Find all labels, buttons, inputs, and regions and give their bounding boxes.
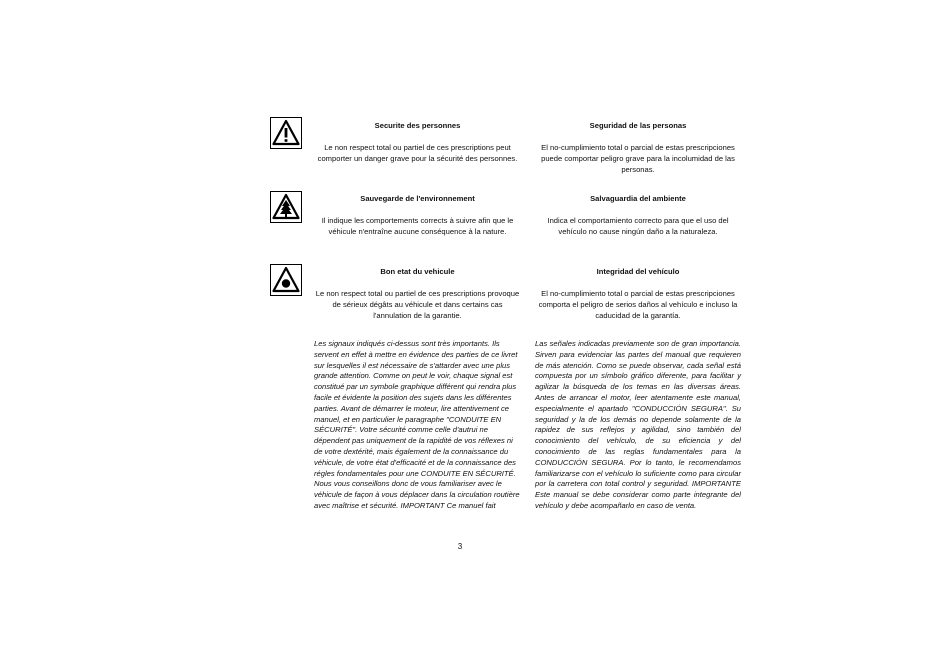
section-body: Le non respect total ou partiel de ces prescriptions provoque de sérieux dégâts au véhicule et dans certains cas l'annulation de la garantie. <box>315 289 520 320</box>
warning-triangle-icon <box>270 117 302 149</box>
environment-tree-icon <box>270 191 302 223</box>
section-body: Indica el comportamiento correcto para que el uso del vehículo no cause ningún daño a la naturaleza. <box>547 216 729 236</box>
section-body: El no-cumplimiento total o parcial de estas prescripciones comporta el peligro de serios daños al vehículo e incluso la caducidad de la garantía. <box>538 289 738 320</box>
section-body: Le non respect total ou partiel de ces prescriptions peut comporter un danger grave pour la sécurité des personnes. <box>317 143 518 163</box>
page-number: 3 <box>457 542 463 551</box>
intro-paragraph-es: Las señales indicadas previamente son de gran importancia. Sirven para evidenciar las partes del manual que requieren de más atención. Como se puede observar, cada señal está compuesta por un símbolo gráfico diferente, para facilitar y agilizar la búsqueda de los temas en las diversas áreas. Antes de arrancar el motor, leer atentamente este manual, especialmente el apartado "CONDUCCIÓN SEGURA". Su seguridad y la de los demás no depende solamente de la rapidez de sus reflejos y agilidad, sino también del conocimiento del vehículo, de su eficiencia y del conocimiento de las reglas fundamentales para la CONDUCCIÓN SEGURA. Por lo tanto, le recomendamos familiarizarse con el vehículo lo suficiente como para circular por la carretera con total control y seguridad. IMPORTANTE Este manual se debe considerar como parte integrante del vehículo y debe acompañarlo en caso de venta. <box>535 339 741 510</box>
section-title: Sauvegarde de l'environnement <box>360 194 475 203</box>
section-body: Il indique les comportements corrects à suivre afin que le véhicule n'entraîne aucune conséquence à la nature. <box>321 216 514 236</box>
section-title: Securite des personnes <box>374 121 461 130</box>
section-vehicle-fr <box>314 266 521 321</box>
intro-paragraph-fr: Les signaux indiqués ci-dessus sont très importants. Ils servent en effet à mettre en évidence des parties de ce livret sur lesquelles il est nécessaire de s'attarder avec une plus grande attention. Comme on peut le voir, chaque signal est constitué par un symbole graphique différent qui rendra plus facile et évidente la position des sujets dans les différentes parties. Avant de démarrer le moteur, lire attentivement ce manuel, et en particulier le paragraphe "CONDUITE EN SÉCURITÉ". Votre sécurité comme celle d'autrui ne dépendent pas uniquement de la rapidité de vos réflexes ni de votre dextérité, mais également de la connaissance du véhicule, de votre état d'efficacité et de la connaissance des régles fondamentales pour une CONDUITE EN SÉCURITÉ. Nous vous conseillons donc de vous familiariser avec le véhicule de façon à vous déplacer dans la circulation routière avec maîtrise et sécurité. IMPORTANT Ce manuel fait <box>314 339 520 510</box>
section-environment-es <box>535 193 741 237</box>
section-body: El no-cumplimiento total o parcial de estas prescripciones puede comportar peligro grave para la incolumidad de las personas. <box>541 143 735 174</box>
section-title: Bon etat du vehicule <box>380 267 455 276</box>
section-safety-es <box>535 120 741 175</box>
section-environment-fr <box>314 193 521 237</box>
section-title: Integridad del vehículo <box>596 267 680 276</box>
vehicle-damage-icon <box>270 264 302 296</box>
section-title: Seguridad de las personas <box>589 121 687 130</box>
section-vehicle-es <box>535 266 741 321</box>
section-safety-fr <box>314 120 521 164</box>
section-title: Salvaguardia del ambiente <box>590 194 686 203</box>
